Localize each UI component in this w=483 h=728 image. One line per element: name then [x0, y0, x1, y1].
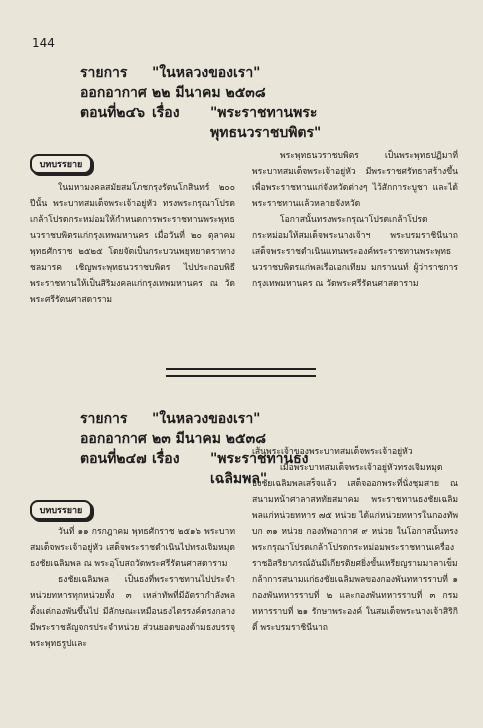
article-header: [80, 62, 420, 142]
paragraph: ธงชัยเฉลิมพล เป็นธงที่พระราชทานไปประจำหน่วยทหารทุกหน่วยทั้ง ๓ เหล่าทัพที่มีอัตรากำลังพลตั้งแต่กองพันขึ้นไป มีลักษณะเหมือนธงไตรรงค์ตรงกลางมีพระราชลัญจกรประจำหน่วย ส่วนยอดของด้ามธงบรรจุพระพุทธรูปและ: [30, 575, 235, 649]
paragraph: วันที่ ๑๑ กรกฎาคม พุทธศักราช ๒๕๑๖ พระบาทสมเด็จพระเจ้าอยู่หัว เสด็จพระราชดำเนินไปทรงเจิมหมุดธงชัยเฉลิมพล ณ พระอุโบสถวัดพระศรีรัตนศาสดาราม: [30, 527, 235, 569]
topic-label: เรื่อง: [152, 105, 180, 121]
topic-title-continued: พุทธนวราชบพิตร": [210, 125, 322, 141]
narration-badge: บทบรรยาย: [30, 500, 92, 520]
topic-title-continued: เฉลิมพล": [210, 471, 268, 487]
paragraph: ในมหามงคลสมัยสมโภชกรุงรัตนโกสินทร์ ๒๐๐ ปีนั้น พระบาทสมเด็จพระเจ้าอยู่หัว ทรงพระกรุณาโปรดเกล้าโปรดกระหม่อมให้กำหนดการพระราชทานพระพุทธนวราชบพิตรแก่กรุงเทพมหานคร เมื่อวันที่ ๒๐ ตุลาคม พุทธศักราช ๒๕๒๕ โดยจัดเป็นกระบวนพยุหยาตราทางชลมารค เชิญพระพุทธนวราชบพิตร ไปประกอบพิธีพระราชทานให้เป็นสิริมงคลแก่กรุงเทพมหานคร ณ วัดพระศรีรัตนศาสดาราม: [30, 183, 235, 305]
program-label: รายการ: [80, 411, 128, 427]
broadcast-label: ออกอากาศ: [80, 85, 147, 101]
program-label: รายการ: [80, 65, 128, 81]
right-column-text: [252, 148, 458, 292]
paragraph: เมื่อพระบาทสมเด็จพระเจ้าอยู่หัวทรงเจิมหมุดธงชัยเฉลิมพลเสร็จแล้ว เสด็จออกพระที่นั่งชุมสาย ณ สนามหน้าศาลาสหทัยสมาคม พระราชทานธงชัยเฉลิมพลแก่หน่วยทหาร ๗๕ หน่วย ได้แก่หน่วยทหารในกองทัพบก ๓๑ หน่วย กองทัพอากาศ ๙ หน่วย ในโอกาสนั้นทรงพระกรุณาโปรดเกล้าโปรดกระหม่อมพระราชทานเครื่องราชอิสริยาภรณ์อันมีเกียรติยศยิ่งขั้นเหรียญรามมาลาเข็มกล้าการสนามแก่ธงชัยเฉลิมพลของกองพันทหารราบที่ ๑ กองพันทหารราบที่ ๒ และกองพันทหารราบที่ ๓ กรมทหารราบที่ ๒๑ รักษาพระองค์ ในสมเด็จพระนางเจ้าสิริกิติ์ พระบรมราชินีนาถ: [252, 463, 458, 633]
page-number: 144: [32, 36, 55, 50]
right-column-text: [252, 444, 458, 636]
episode-label: ตอนที่๒๔๖: [80, 105, 146, 121]
left-column-text: [30, 180, 235, 308]
narration-badge: บทบรรยาย: [30, 154, 92, 174]
broadcast-date: ๒๓ มีนาคม ๒๕๓๘: [152, 431, 266, 447]
program-title: "ในหลวงของเรา": [152, 411, 261, 427]
episode-label: ตอนที่๒๔๗: [80, 451, 147, 467]
section-divider: [166, 368, 316, 377]
paragraph: โอกาสนั้นทรงพระกรุณาโปรดเกล้าโปรดกระหม่อมให้สมเด็จพระนางเจ้าฯ พระบรมราชินีนาถ เสด็จพระราชดำเนินแทนพระองค์พระราชทานพระพุทธนวราชบพิตรแก่พลเรือเอกเทียม มกรานนท์ ผู้ว่าราชการกรุงเทพมหานคร ณ วัดพระศรีรัตนศาสดาราม: [252, 215, 458, 289]
program-title: "ในหลวงของเรา": [152, 65, 261, 81]
paragraph: พระพุทธนวราชบพิตร เป็นพระพุทธปฏิมาที่พระบาทสมเด็จพระเจ้าอยู่หัว มีพระราชศรัทธาสร้างขึ้นเพื่อพระราชทานแก่จังหวัดต่างๆ ไว้สักการะบูชา และได้พระราชทานแล้วหลายจังหวัด: [252, 151, 458, 209]
topic-title: "พระราชทานพระ: [210, 105, 318, 121]
topic-title: "พระราชทานธง: [210, 451, 309, 467]
broadcast-date: ๒๒ มีนาคม ๒๕๓๘: [152, 85, 266, 101]
broadcast-label: ออกอากาศ: [80, 431, 147, 447]
topic-label: เรื่อง: [152, 451, 180, 467]
left-column-text: [30, 524, 235, 652]
paragraph: เส้นพระเจ้าของพระบาทสมเด็จพระเจ้าอยู่หัว: [252, 447, 413, 457]
